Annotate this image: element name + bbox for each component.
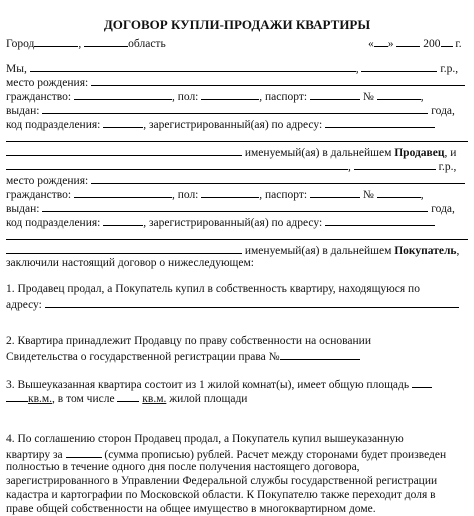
sex-label: пол: (177, 91, 199, 103)
seller-address-blank-3[interactable] (6, 144, 242, 156)
seller-code-blank[interactable] (103, 116, 143, 128)
seller-issued-blank[interactable] (42, 102, 428, 114)
birth-year-label: г.р., (438, 161, 457, 173)
issued-label: выдан: (6, 105, 40, 117)
buyer-citizenship-line: гражданство: , пол: , паспорт: № , (6, 186, 424, 202)
seller-role: Продавец (394, 147, 445, 159)
total-area-blank-2[interactable] (6, 390, 28, 402)
buyer-issued-blank[interactable] (42, 200, 428, 212)
city-blank[interactable] (34, 35, 78, 47)
region-label: область (128, 38, 166, 50)
code-label: код подразделения: (6, 119, 101, 131)
clause-2-line-1: 2. Квартира принадлежит Продавцу по праву собственности на основании (6, 335, 371, 347)
apartment-address-blank[interactable] (45, 296, 459, 308)
city-label: Город (6, 38, 35, 50)
year-prefix: 200 (423, 38, 441, 50)
price-label: квартиру за (6, 449, 63, 461)
address-label: адресу: (6, 299, 42, 311)
registered-label: зарегистрированный(ая) по адресу: (148, 119, 323, 131)
seller-birthplace-blank[interactable] (91, 74, 465, 86)
birthplace-label: место рождения: (6, 175, 89, 187)
buyer-name-line: , г.р., (6, 158, 456, 174)
header-line: Город , область (6, 35, 166, 51)
certificate-number-blank[interactable] (280, 348, 360, 360)
seller-address-blank-2[interactable] (6, 130, 468, 142)
hereinafter-label: именуемый(ая) в дальнейшем (244, 147, 392, 159)
buyer-code-line: код подразделения: , зарегистрированный(ая) по адресу: (6, 214, 435, 230)
including-label: , в том числе (52, 393, 115, 405)
price-blank[interactable] (66, 446, 102, 458)
seller-birthyear-blank[interactable] (361, 60, 437, 72)
clause-4-line-1: 4. По соглашению сторон Продавец продал, а Покупатель купил вышеуказанную (6, 433, 404, 445)
seller-sex-blank[interactable] (201, 88, 259, 100)
date-quote-open: « (368, 38, 374, 50)
intro-line: заключили настоящий договор о нижеследующем: (6, 257, 254, 269)
we-label: Мы, (6, 63, 27, 75)
registered-label: зарегистрированный(ая) по адресу: (148, 217, 323, 229)
sqm-unit-2: кв.м. (142, 393, 167, 405)
price-text: (сумма прописью) рублей. Расчет между сторонами будет произведен (104, 449, 447, 461)
buyer-passport-number-blank[interactable] (377, 186, 421, 198)
sex-label: пол: (177, 189, 199, 201)
passport-label: паспорт: (265, 189, 308, 201)
buyer-name-blank[interactable] (6, 158, 348, 170)
region-blank[interactable] (84, 35, 128, 47)
date-field (368, 35, 462, 51)
number-sign: № (362, 91, 374, 103)
buyer-address-blank[interactable] (325, 214, 435, 226)
code-label: код подразделения: (6, 217, 101, 229)
buyer-citizenship-blank[interactable] (74, 186, 172, 198)
birthplace-label: место рождения: (6, 77, 89, 89)
clause-3-text: 3. Вышеуказанная квартира состоит из 1 жилой комнат(ы), имеет общую площадь (6, 379, 410, 391)
seller-name-line: Мы, , г.р., (6, 60, 458, 76)
clause-4-line-4: зарегистрированного в Управлении Федеральной службы государственной регистрации (6, 475, 438, 487)
date-quote-close: » (387, 38, 394, 50)
seller-passport-series-blank[interactable] (310, 88, 360, 100)
living-area-blank[interactable] (117, 390, 139, 402)
seller-name-blank[interactable] (30, 60, 356, 72)
hereinafter-label: именуемый(ая) в дальнейшем (244, 245, 392, 257)
buyer-sex-blank[interactable] (201, 186, 259, 198)
buyer-birthplace-blank[interactable] (91, 172, 465, 184)
clause-4-line-6: праве общей собственности на общее имущество в многоквартирном доме. (6, 503, 376, 515)
number-sign: № (362, 189, 374, 201)
seller-citizenship-line: гражданство: , пол: , паспорт: № , (6, 88, 424, 104)
seller-code-line: код подразделения: , зарегистрированный(ая) по адресу: (6, 116, 435, 132)
buyer-passport-series-blank[interactable] (310, 186, 360, 198)
seller-role-suffix: , и (444, 147, 457, 159)
passport-label: паспорт: (265, 91, 308, 103)
sqm-unit: кв.м. (28, 393, 53, 405)
year-suffix: г. (455, 38, 462, 50)
year-label: года, (431, 203, 455, 215)
buyer-address-blank-2[interactable] (6, 228, 468, 240)
year-blank[interactable] (441, 35, 453, 47)
issued-label: выдан: (6, 203, 40, 215)
seller-passport-number-blank[interactable] (377, 88, 421, 100)
month-blank[interactable] (396, 35, 420, 47)
seller-citizenship-blank[interactable] (74, 88, 172, 100)
citizenship-label: гражданство: (6, 189, 72, 201)
clause-4-line-3: полностью в течение одного дня после получения настоящего договора, (6, 461, 360, 473)
seller-address-blank[interactable] (325, 116, 435, 128)
buyer-role-suffix: , (456, 245, 460, 257)
living-area-label: жилой площади (169, 393, 248, 405)
buyer-birthyear-blank[interactable] (354, 158, 436, 170)
buyer-code-blank[interactable] (103, 214, 143, 226)
day-blank[interactable] (374, 35, 388, 47)
buyer-role: Покупатель (394, 245, 457, 257)
clause-1-line-1: 1. Продавец продал, а Покупатель купил в собственность квартиру, находящуюся по (6, 283, 420, 295)
buyer-address-blank-3[interactable] (6, 242, 242, 254)
clause-1-line-2 (6, 296, 459, 312)
total-area-blank[interactable] (412, 376, 432, 388)
citizenship-label: гражданство: (6, 91, 72, 103)
certificate-label: Свидетельства о государственной регистрации права № (6, 351, 280, 363)
clause-3-line-2 (6, 390, 247, 406)
clause-2-line-2 (6, 348, 360, 364)
clause-4-line-5: кадастра и картографии по Московской области. К Покупателю также переходит доля в (6, 489, 436, 501)
document-title: ДОГОВОР КУПЛИ-ПРОДАЖИ КВАРТИРЫ (103, 17, 371, 32)
birth-year-label: г.р., (440, 63, 459, 75)
year-label: года, (431, 105, 455, 117)
